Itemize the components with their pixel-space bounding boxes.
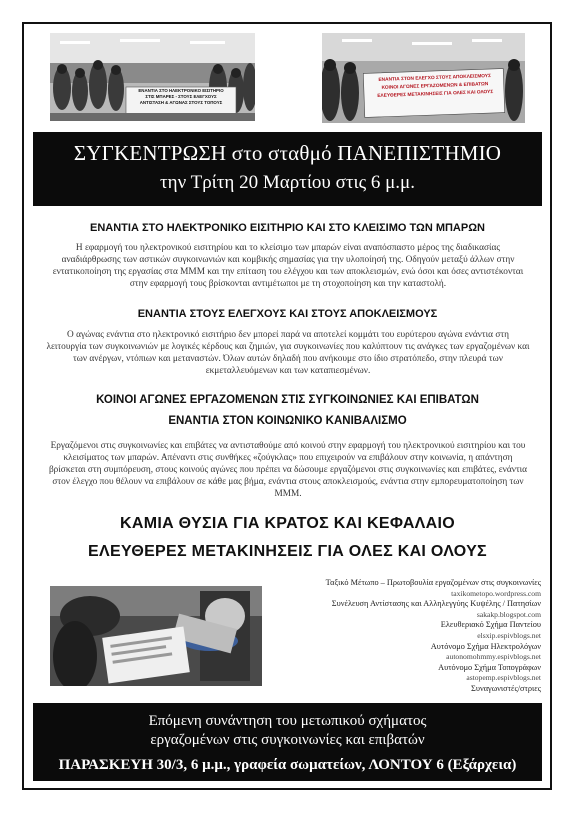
slogan: ΕΛΕΥΘΕΡΕΣ ΜΕΤΑΚΙΝΗΣΕΙΣ ΓΙΑ ΟΛΕΣ ΚΑΙ ΟΛΟΥΣ bbox=[88, 543, 487, 560]
photo-banner-line: ΣΤΙΣ ΜΠΑΡΕΣ - ΣΤΟΥΣ ΕΛΕΓΧΟΥΣ bbox=[145, 93, 217, 99]
event-datetime: την Τρίτη 20 Μαρτίου στις 6 μ.μ. bbox=[160, 172, 415, 193]
org-url[interactable]: elsxip.espivblogs.net bbox=[477, 630, 541, 640]
org-name: Αυτόνομο Σχήμα Ηλεκτρολόγων bbox=[430, 641, 541, 651]
org-name: Ελευθεριακό Σχήμα Παντείου bbox=[440, 620, 541, 630]
org-url[interactable]: sakakp.blogspot.com bbox=[476, 609, 541, 619]
org-name: Ταξικό Μέτωπο – Πρωτοβουλία εργαζομένων στις συγκοινωνίες bbox=[325, 578, 541, 587]
event-title: ΣΥΓΚΕΝΤΡΩΣΗ στο σταθμό ΠΑΝΕΠΙΣΤΗΜΙΟ bbox=[73, 141, 502, 165]
photo-banner-line: ΕΝΑΝΤΙΑ ΣΤΟ ΗΛΕΚΤΡΟΝΙΚΟ ΕΙΣΙΤΗΡΙΟ bbox=[138, 88, 224, 93]
ticket-machine-photo bbox=[50, 586, 262, 686]
org-name: Αυτόνομο Σχήμα Τοπογράφων bbox=[438, 662, 541, 672]
meeting-details: ΠΑΡΑΣΚΕΥΗ 30/3, 6 μ.μ., γραφεία σωματείων, ΛΟΝΤΟΥ 6 (Εξάρχεια) bbox=[58, 757, 517, 773]
photo-banner-line: ΚΟΙΝΟΙ ΑΓΩΝΕΣ ΕΡΓΑΖΟΜΕΝΩΝ & ΕΠΙΒΑΤΩΝ bbox=[381, 82, 489, 91]
section-heading: ΚΟΙΝΟΙ ΑΓΩΝΕΣ ΕΡΓΑΖΟΜΕΝΩΝ ΣΤΙΣ ΣΥΓΚΟΙΝΩΝΙΕΣ ΚΑΙ ΕΠΙΒΑΤΩΝ bbox=[96, 394, 479, 406]
photo-banner-line: ΕΛΕΥΘΕΡΕΣ ΜΕΤΑΚΙΝΗΣΕΙΣ ΓΙΑ ΟΛΕΣ ΚΑΙ ΟΛΟΥΣ bbox=[377, 89, 494, 100]
section-subheading: ΕΝΑΝΤΙΑ ΣΤΟΝ ΚΟΙΝΩΝΙΚΟ ΚΑΝΙΒΑΛΙΣΜΟ bbox=[168, 415, 407, 427]
photo-banner-text bbox=[366, 73, 505, 102]
org-url[interactable]: astopemp.espivblogs.net bbox=[466, 673, 541, 683]
org-url[interactable]: taxikometopo.wordpress.com bbox=[451, 588, 541, 598]
meeting-banner bbox=[33, 703, 542, 781]
organizations-list bbox=[270, 578, 541, 695]
section-heading: ΕΝΑΝΤΙΑ ΣΤΟ ΗΛΕΚΤΡΟΝΙΚΟ ΕΙΣΙΤΗΡΙΟ ΚΑΙ ΣΤΟ ΚΛΕΙΣΙΜΟ ΤΩΝ ΜΠΑΡΩΝ bbox=[90, 222, 485, 234]
event-banner bbox=[33, 132, 542, 206]
org-name: Συναγωνιστές/στριες bbox=[471, 683, 541, 693]
meeting-line: εργαζομένων στις συγκοινωνίες και επιβατών bbox=[150, 732, 425, 748]
section-heading: ΕΝΑΝΤΙΑ ΣΤΟΥΣ ΕΛΕΓΧΟΥΣ ΚΑΙ ΣΤΟΥΣ ΑΠΟΚΛΕΙΣΜΟΥΣ bbox=[137, 308, 438, 320]
org-url[interactable]: autonomohmmy.espivblogs.net bbox=[446, 652, 541, 662]
meeting-line: Επόμενη συνάντηση του μετωπικού σχήματος bbox=[148, 713, 427, 729]
photo-banner-line: ΕΝΑΝΤΙΑ ΣΤΟΝ ΕΛΕΓΧΟ ΣΤΟΥΣ ΑΠΟΚΛΕΙΣΜΟΥΣ bbox=[378, 74, 492, 83]
slogan: ΚΑΜΙΑ ΘΥΣΙΑ ΓΙΑ ΚΡΑΤΟΣ ΚΑΙ ΚΕΦΑΛΑΙΟ bbox=[119, 515, 455, 532]
photo-banner-line: ΑΝΤΙΣΤΑΣΗ & ΑΓΩΝΑΣ ΣΤΟΥΣ ΤΟΠΟΥΣ bbox=[139, 99, 223, 105]
protest-photo-right bbox=[322, 33, 525, 123]
section-body: Η εφαρμογή του ηλεκτρονικού εισιτηρίου και το κλείσιμο των μπαρών είναι αναπόσπαστο μέρος της διαδικασίας αναδιάρθρωσης των αστικών συγκοινωνιών και κομβικής σημασίας για την υλοποίησή της. Οδηγούν μεταξύ άλλων στην εντατικοποίηση της εργασίας στα ΜΜΜ και την επίταση του ελέγχου και των αποκλεισμών, ενώ όσοι και όσες αντιστέκονται στην εφαρμογή τους βρίσκονται αντιμέτωποι με τη στοχοποίηση και την καταστολή. bbox=[52, 243, 524, 289]
org-name: Συνέλευση Αντίστασης και Αλληλεγγύης Κυψέλης / Πατησίων bbox=[331, 599, 541, 609]
section-body: Ο αγώνας ενάντια στο ηλεκτρονικό εισιτήριο δεν μπορεί παρά να αποτελεί κομμάτι του ευρύτερου αγώνα ενάντια στη λειτουργία των συγκοινωνιών με λογικές κέρδους και ζημιών, για συγκοινωνίες που καλύπτουν τις ανάγκες των εργαζομένων και των ανέργων, ντόπιων και μεταναστών. Όλων αυτών δηλαδή που ανήκουμε στο ίδιο στρατόπεδο, στην πλευρά των εκμεταλλευόμενων και των καταπιεσμένων. bbox=[46, 330, 530, 376]
section-body: Εργαζόμενοι στις συγκοινωνίες και επιβάτες να αντισταθούμε από κοινού στην εφαρμογή του ηλεκτρονικού εισιτηρίου και του κλεισίματος των μπαρών. Απέναντι στις συνθήκες «ζούγκλας» που επιχειρούν να επιβάλουν στην κοινωνία, η απάντηση βρίσκεται στη συμπόρευση, στους κοινούς αγώνες που πρέπει να δώσουμε εργαζόμενοι στις συγκοινωνίες και επιβάτες, ενάντια στον έλεγχο που θέλουν να επιβάλουν σε κάθε μας βήμα, ενάντια στους αποκλεισμούς, ενάντια στην εμπορευματοποίηση των ΜΜΜ. bbox=[48, 441, 528, 499]
photo-banner-text bbox=[126, 88, 236, 105]
protest-photo-left bbox=[50, 33, 255, 121]
